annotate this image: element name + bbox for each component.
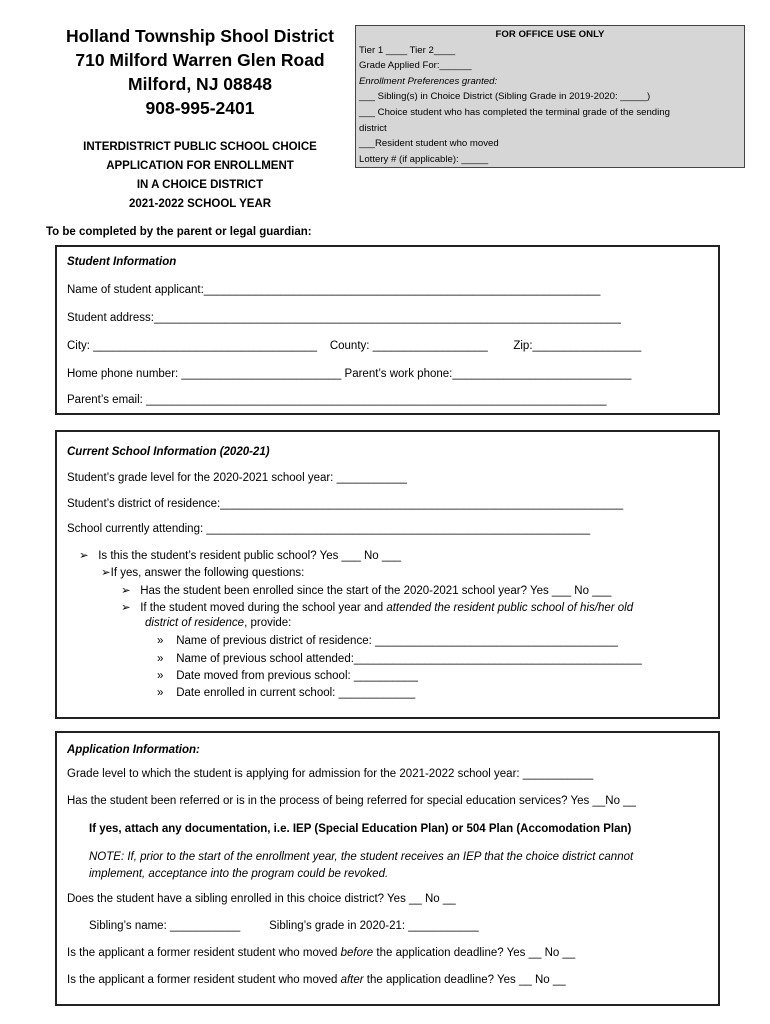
application-title [56,138,344,214]
arrowhead-bullet-icon: ➢ [121,602,131,614]
current-school-section [55,430,720,719]
section-title: Current School Information (2020-21) [67,446,270,458]
district-name: Holland Township Shool District [65,26,334,46]
date-moved-field[interactable]: » Date moved from previous school: __________ [157,670,418,682]
title-line: IN A CHOICE DISTRICT [136,179,264,191]
city-county-zip-row [67,340,710,352]
double-chevron-bullet-icon: » [157,635,164,647]
grade-applying-field[interactable]: Grade level to which the student is applying for admission for the 2021-2022 school year: ___________ [67,768,594,780]
phone-row [67,368,710,380]
application-info-section [55,731,720,1006]
enrolled-question[interactable]: ➢ Has the student been enrolled since the start of the 2020-2021 school year? Yes ___ No ___ [121,585,612,597]
county-field[interactable]: County: __________________ [329,340,488,352]
double-chevron-bullet-icon: » [157,653,164,665]
arrowhead-bullet-icon: ➢ [79,550,89,562]
double-chevron-bullet-icon: » [157,687,164,699]
district-header [56,24,344,120]
office-use-title: FOR OFFICE USE ONLY [495,29,605,40]
former-resident-after-question[interactable]: Is the applicant a former resident student who moved after the application deadline? Yes __ No __ [67,974,566,986]
current-school-field[interactable]: School currently attending: ____________________________________________________________ [67,523,591,535]
instruction-text: To be completed by the parent or legal guardian: [46,226,312,238]
parent-email-field[interactable]: Parent’s email: ________________________________________________________________________ [67,394,607,406]
sibling-question[interactable]: Does the student have a sibling enrolled in this choice district? Yes __ No __ [67,893,456,905]
attach-documentation-note: If yes, attach any documentation, i.e. IEP (Special Education Plan) or 504 Plan (Accomodation Plan) [89,823,632,835]
office-line[interactable]: ___ Choice student who has completed the terminal grade of the sending [359,106,670,118]
office-line: district [359,122,387,134]
title-line: APPLICATION FOR ENROLLMENT [106,160,294,172]
if-yes-instruction: ➢If yes, answer the following questions: [101,567,305,579]
moved-question-cont: district of residence, provide: [145,617,292,629]
resident-school-question[interactable]: ➢ Is this the student’s resident public school? Yes ___ No ___ [79,550,402,562]
student-name-field[interactable]: Name of student applicant:______________________________________________________________ [67,284,601,296]
office-use-box [355,25,745,168]
special-ed-question[interactable]: Has the student been referred or is in the process of being referred for special education services? Yes __No __ [67,795,636,807]
office-line[interactable]: Lottery # (if applicable): _____ [359,153,489,165]
iep-note-line: NOTE: If, prior to the start of the enrollment year, the student receives an IEP that the choice district cannot [89,851,634,863]
office-line[interactable]: ___Resident student who moved [359,138,499,150]
grade-level-field[interactable]: Student’s grade level for the 2020-2021 school year: ___________ [67,472,407,484]
title-line: INTERDISTRICT PUBLIC SCHOOL CHOICE [83,141,317,153]
moved-question: ➢ If the student moved during the school year and attended the resident public school of his/her old [121,602,634,614]
double-chevron-bullet-icon: » [157,670,164,682]
office-line[interactable]: Tier 1 ____ Tier 2____ [359,44,456,56]
sibling-name-field[interactable]: Sibling’s name: ___________ [89,920,241,932]
title-line: 2021-2022 SCHOOL YEAR [128,198,272,210]
iep-note-line: implement, acceptance into the program could be revoked. [89,868,389,880]
student-address-field[interactable]: Student address:_________________________________________________________________________ [67,312,621,324]
arrowhead-bullet-icon: ➢ [101,567,111,579]
district-phone: 908-995-2401 [145,98,255,118]
sibling-row [89,920,710,932]
section-title: Student Information [67,256,177,268]
student-info-section [55,245,720,415]
prev-district-field[interactable]: » Name of previous district of residence: ______________________________________ [157,635,619,647]
prev-school-field[interactable]: » Name of previous school attended:_____________________________________________ [157,653,642,665]
city-field[interactable]: City: ___________________________________ [67,340,318,352]
zip-field[interactable]: Zip:_________________ [513,340,642,352]
office-line: Enrollment Preferences granted: [359,75,498,87]
home-phone-field[interactable]: Home phone number: _________________________ [67,368,342,380]
office-line[interactable]: Grade Applied For:______ [359,60,472,72]
date-enrolled-field[interactable]: » Date enrolled in current school: ____________ [157,687,416,699]
section-title: Application Information: [67,744,200,756]
arrowhead-bullet-icon: ➢ [121,585,131,597]
district-city: Milford, NJ 08848 [128,74,272,94]
district-residence-field[interactable]: Student’s district of residence:_______________________________________________________________ [67,498,624,510]
work-phone-field[interactable]: Parent’s work phone:____________________________ [344,368,632,380]
former-resident-before-question[interactable]: Is the applicant a former resident student who moved before the application deadline? Yes __ No __ [67,947,576,959]
district-address: 710 Milford Warren Glen Road [75,50,325,70]
office-line[interactable]: ___ Sibling(s) in Choice District (Sibling Grade in 2019-2020: _____) [359,91,651,103]
sibling-grade-field[interactable]: Sibling’s grade in 2020-21: ___________ [269,920,479,932]
